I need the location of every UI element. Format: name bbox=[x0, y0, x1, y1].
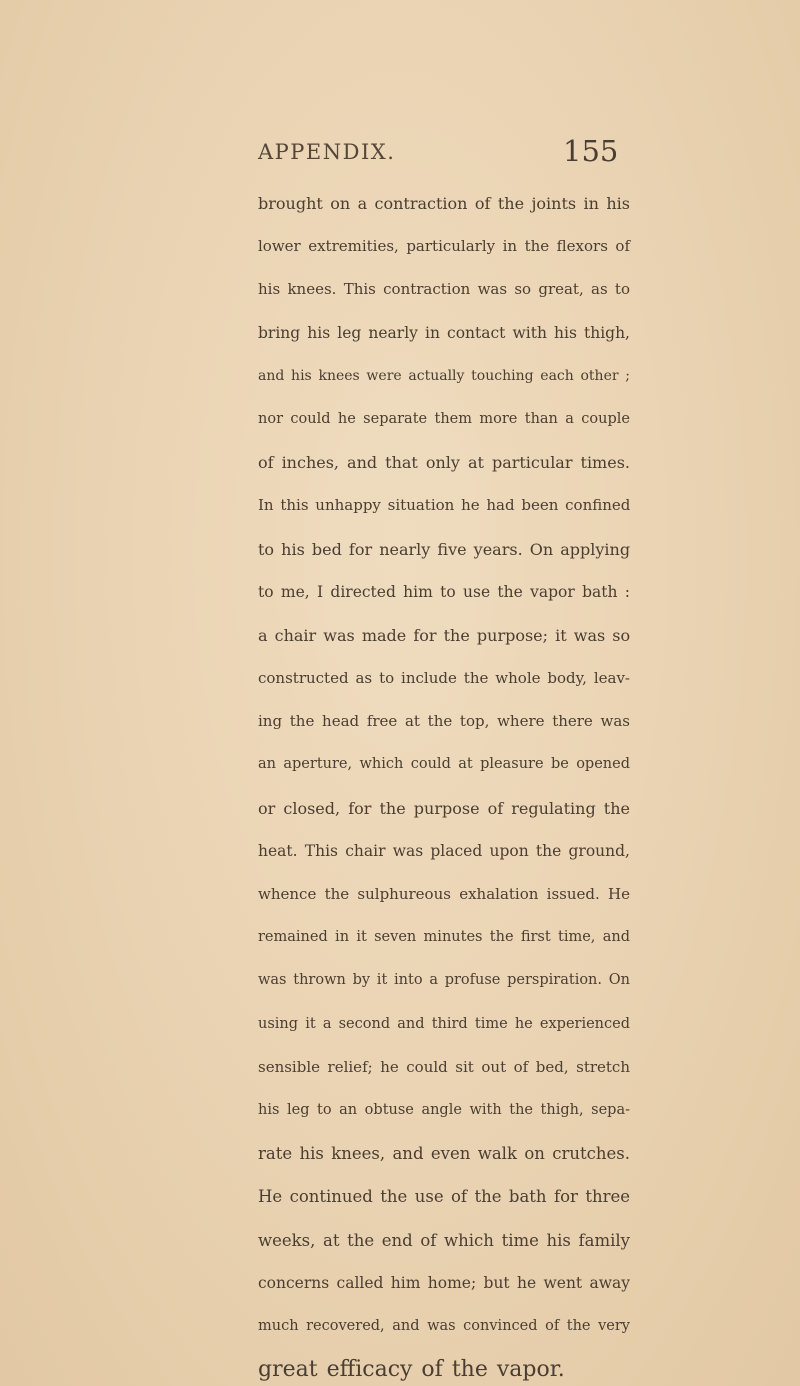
text-line: bring his leg nearly in contact with his thigh, bbox=[258, 323, 630, 342]
text-line: lower extremities, particularly in the flexors of bbox=[258, 237, 630, 256]
text-line: constructed as to include the whole body, leav- bbox=[258, 669, 630, 688]
text-line: concerns called him home; but he went away bbox=[258, 1273, 630, 1292]
text-line: much recovered, and was convinced of the very bbox=[258, 1317, 630, 1334]
text-line: rate his knees, and even walk on crutches. bbox=[258, 1144, 630, 1164]
text-line: or closed, for the purpose of regulating the bbox=[258, 798, 630, 818]
text-line: brought on a contraction of the joints in his bbox=[258, 194, 630, 213]
text-line: using it a second and third time he experienced bbox=[258, 1015, 630, 1032]
running-head bbox=[0, 134, 800, 174]
text-line: In this unhappy situation he had been confined bbox=[258, 496, 631, 515]
text-line: to his bed for nearly five years. On applying bbox=[258, 539, 631, 559]
text-line: He continued the use of the bath for three bbox=[258, 1187, 630, 1207]
text-line: whence the sulphureous exhalation issued. He bbox=[258, 885, 630, 903]
text-line: was thrown by it into a profuse perspiration. On bbox=[258, 972, 630, 989]
text-line: weeks, at the end of which time his family bbox=[258, 1230, 630, 1250]
text-line: an aperture, which could at pleasure be opened bbox=[258, 756, 630, 773]
running-title: APPENDIX. bbox=[258, 140, 396, 164]
text-line: and his knees were actually touching each other ; bbox=[258, 367, 630, 384]
text-line: ing the head free at the top, where there was bbox=[258, 712, 630, 731]
page-number: 155 bbox=[563, 134, 619, 168]
text-line: to me, I directed him to use the vapor bath : bbox=[258, 582, 630, 601]
text-line: heat. This chair was placed upon the ground, bbox=[258, 841, 630, 860]
text-line: nor could he separate them more than a couple bbox=[258, 410, 630, 427]
text-line: of inches, and that only at particular times. bbox=[258, 453, 630, 473]
text-line: great efficacy of the vapor. bbox=[258, 1357, 565, 1383]
text-line: his leg to an obtuse angle with the thigh, sepa- bbox=[258, 1101, 630, 1118]
text-line: sensible relief; he could sit out of bed, stretch bbox=[258, 1057, 630, 1076]
body-text bbox=[258, 182, 630, 1386]
text-line: a chair was made for the purpose; it was so bbox=[258, 625, 631, 645]
text-line: his knees. This contraction was so great, as to bbox=[258, 280, 630, 299]
text-line: remained in it seven minutes the first time, and bbox=[258, 929, 630, 946]
